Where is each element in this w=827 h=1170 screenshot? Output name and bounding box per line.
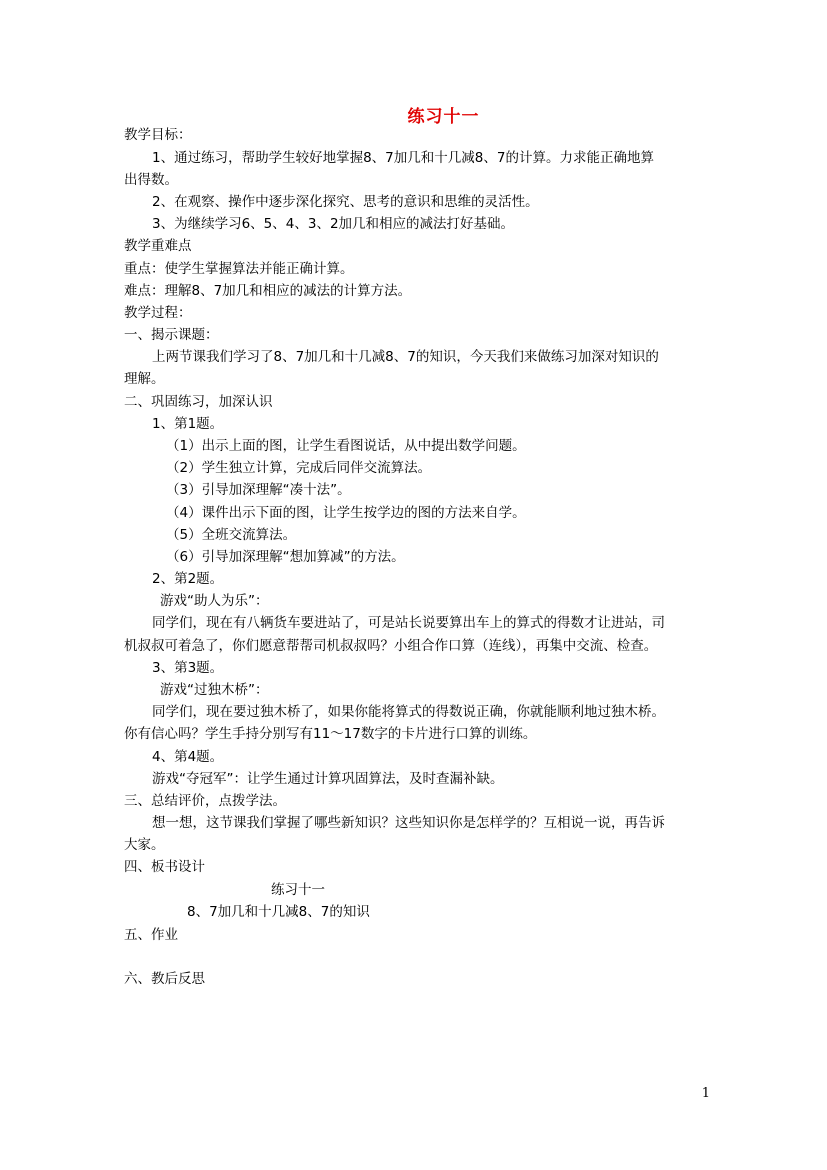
exercise-3-heading: 3、第3题。 [152, 660, 224, 676]
objective-1-cont: 出得数。 [124, 172, 178, 188]
section-2-heading: 二、巩固练习，加深认识 [124, 394, 273, 410]
exercise-2-text: 同学们，现在有八辆货车要进站了，可是站长说要算出车上的算式的得数才让进站，司 [152, 615, 665, 631]
section-1-text-cont: 理解。 [124, 371, 165, 387]
exercise-2-heading: 2、第2题。 [152, 571, 224, 587]
exercise-3-text: 同学们，现在要过独木桥了，如果你能将算式的得数说正确，你就能顺利地过独木桥。 [152, 704, 665, 720]
section-1-text: 上两节课我们学习了8、7加几和十几减8、7的知识，今天我们来做练习加深对知识的 [152, 349, 659, 365]
exercise-3-text-cont: 你有信心吗？学生手持分别写有11～17数字的卡片进行口算的训练。 [124, 726, 537, 742]
heading-process: 教学过程： [124, 305, 192, 321]
board-title: 练习十一 [271, 882, 325, 898]
exercise-1-step-4: （4）课件出示下面的图，让学生按学边的图的方法来自学。 [166, 505, 526, 521]
exercise-1-heading: 1、第1题。 [152, 416, 224, 432]
exercise-4-game: 游戏“夺冠军”：让学生通过计算巩固算法，及时查漏补缺。 [152, 771, 504, 787]
difficult-point: 难点：理解8、7加几和相应的减法的计算方法。 [124, 283, 412, 299]
exercise-1-step-2: （2）学生独立计算，完成后同伴交流算法。 [166, 460, 432, 476]
heading-objectives: 教学目标： [124, 127, 192, 143]
heading-key-points: 教学重难点 [124, 238, 192, 254]
exercise-3-game: 游戏“过独木桥”： [160, 682, 269, 698]
section-3-heading: 三、总结评价，点拨学法。 [124, 793, 286, 809]
section-5-heading: 五、作业 [124, 927, 178, 943]
exercise-1-step-3: （3）引导加深理解“凑十法”。 [166, 482, 351, 498]
objective-2: 2、在观察、操作中逐步深化探究、思考的意识和思维的灵活性。 [152, 194, 539, 210]
section-3-text-cont: 大家。 [124, 837, 165, 853]
section-4-heading: 四、板书设计 [124, 859, 205, 875]
section-6-heading: 六、教后反思 [124, 971, 205, 987]
objective-1: 1、通过练习，帮助学生较好地掌握8、7加几和十几减8、7的计算。力求能正确地算 [152, 150, 654, 166]
exercise-2-text-cont: 机叔叔可着急了，你们愿意帮帮司机叔叔吗？小组合作口算（连线），再集中交流、检查。 [124, 638, 658, 654]
key-point: 重点：使学生掌握算法并能正确计算。 [124, 261, 354, 277]
exercise-1-step-6: （6）引导加深理解“想加算减”的方法。 [166, 549, 405, 565]
document-title: 练习十一 [407, 107, 480, 127]
exercise-2-game: 游戏“助人为乐”： [160, 593, 269, 609]
section-3-text: 想一想，这节课我们掌握了哪些新知识？这些知识你是怎样学的？互相说一说，再告诉 [152, 815, 665, 831]
objective-3: 3、为继续学习6、5、4、3、2加几和相应的减法打好基础。 [152, 216, 515, 232]
page-number: 1 [701, 1086, 710, 1101]
exercise-4-heading: 4、第4题。 [152, 749, 224, 765]
section-1-heading: 一、揭示课题： [124, 327, 219, 343]
board-subtitle: 8、7加几和十几减8、7的知识 [187, 904, 370, 920]
exercise-1-step-1: （1）出示上面的图，让学生看图说话，从中提出数学问题。 [166, 438, 526, 454]
exercise-1-step-5: （5）全班交流算法。 [166, 527, 297, 543]
